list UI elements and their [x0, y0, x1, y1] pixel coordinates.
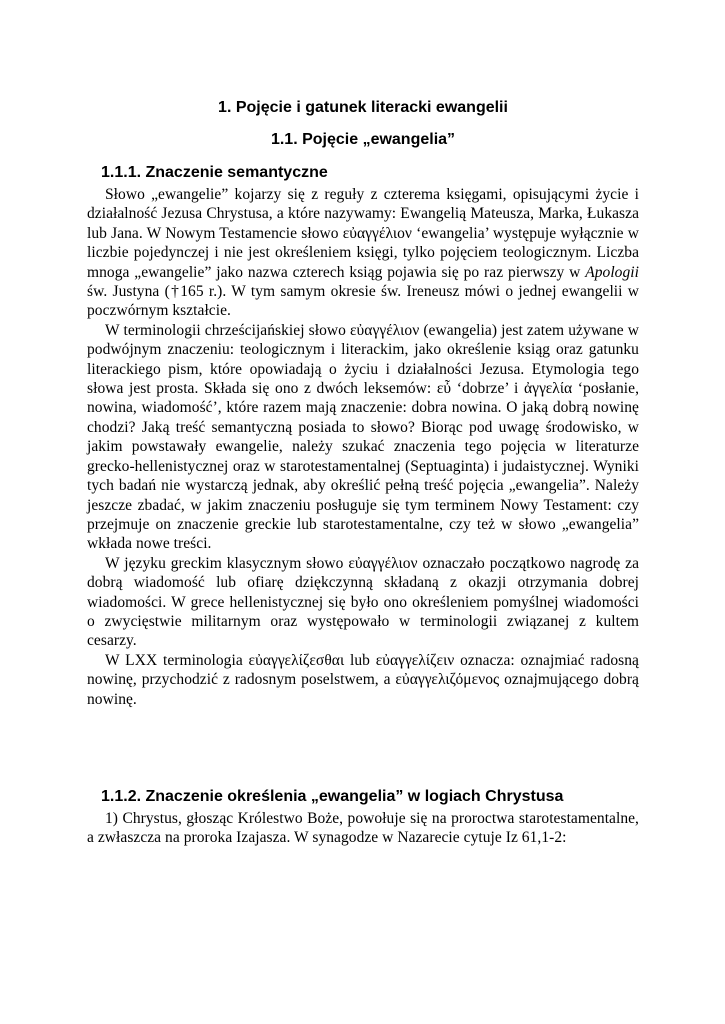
- paragraph: W terminologii chrześcijańskiej słowo εὐαγγέλιον (ewangelia) jest zatem używane w podwójnym znaczeniu: teologicznym i literackim, jako określenie ksiąg oraz gatunku literackiego pism, które opowiadają o życiu i działalności Jezusa. Etymologia tego słowa jest prosta. Składa się ono z dwóch leksemów: εὖ ‘dobrze’ i ἀγγελία ‘posłanie, nowina, wiadomość’, które razem mają znaczenie: dobra nowina. O jaką dobrą nowinę chodzi? Jaką treść semantyczną posiada to słowo? Biorąc pod uwagę środowisko, w jakim powstawały ewangelie, należy szukać znaczenia tego pojęcia w literaturze grecko-hellenistycznej oraz w starotestamentalnej (Septuaginta) i judaistycznej. Wyniki tych badań nie wystarczą jednak, aby określić pełną treść pojęcia „ewangelia”. Należy jeszcze zbadać, w jakim znaczeniu posługuje się tym terminem Nowy Testament: czy przejmuje on znaczenie greckie lub starotestamentalne, czy też w słowo „ewangelia” wkłada nowe treści.: [87, 321, 639, 553]
- paragraph: W LXX terminologia εὐαγγελίζεσθαι lub εὐαγγελίζειν oznacza: oznajmiać radosną nowinę, przychodzić z radosnym poselstwem, a εὐαγγελιζόμενος oznajmującego dobrą nowinę.: [87, 651, 639, 708]
- paragraph-text: Słowo „ewangelie” kojarzy się z reguły z czterema księgami, opisującymi życie i działalność Jezusa Chrystusa, a które nazywamy: Ewangelią Mateusza, Marka, Łukasza lub Jana. W Nowym Testamencie słowo εὐαγγέλιον ‘ewangelia’ występuje wyłącznie w liczbie pojedynczej i nie jest określeniem księgi, tylko pojęciem teologicznym. Liczba mnoga „ewangelie” jako nazwa czterech ksiąg pojawia się po raz pierwszy w: [87, 186, 639, 281]
- document-page: [87, 90, 639, 848]
- subsection-heading: 1.1.2. Znaczenie określenia „ewangelia” w logiach Chrystusa: [101, 787, 564, 805]
- paragraph: 1) Chrystus, głosząc Królestwo Boże, powołuje się na proroctwa starotestamentalne, a zwłaszcza na proroka Izajasza. W synagodze w Nazarecie cytuje Iz 61,1-2:: [87, 809, 639, 847]
- italic-title: Apologii: [585, 263, 639, 281]
- section-title: 1.1. Pojęcie „ewangelia”: [270, 131, 456, 148]
- paragraph: [87, 185, 639, 321]
- paragraph-text: św. Justyna (†165 r.). W tym samym okresie św. Ireneusz mówi o jednej ewangelii w poczwórnym kształcie.: [87, 283, 639, 320]
- subsection-heading: 1.1.1. Znaczenie semantyczne: [101, 164, 328, 181]
- paragraph: W języku greckim klasycznym słowo εὐαγγέλιον oznaczało początkowo nagrodę za dobrą wiadomość lub ofiarę dziękczynną składaną z okazji otrzymania dobrej wiadomości. W grece hellenistycznej się było ono określeniem pomyślnej wiadomości o zwycięstwie militarnym oraz występowało w terminologii związanej z kultem cesarzy.: [87, 554, 639, 650]
- chapter-title: 1. Pojęcie i gatunek literacki ewangelii: [218, 99, 508, 116]
